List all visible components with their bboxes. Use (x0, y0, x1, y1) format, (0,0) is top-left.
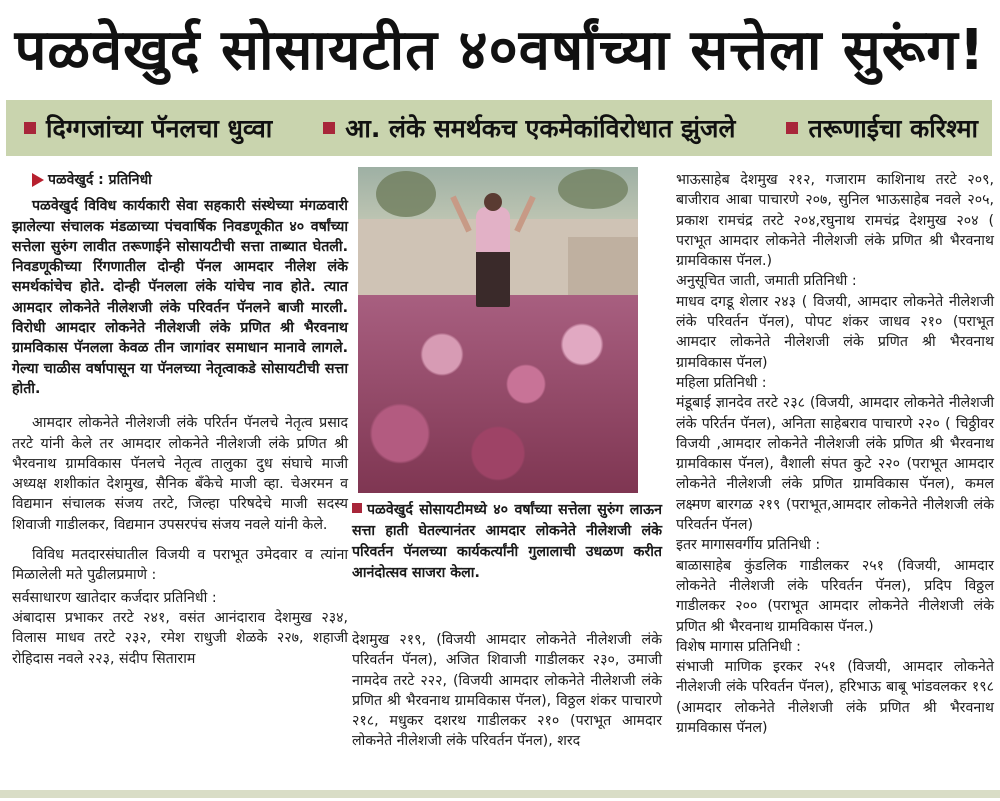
celebration-photo (358, 167, 638, 493)
article-column-1 (12, 170, 348, 669)
section-heading-obc: इतर मागासवर्गीय प्रतिनिधी : (676, 537, 821, 554)
paragraph-results-intro: विविध मतदारसंघातील विजयी व पराभूत उमेदवार व त्यांना मिळालेली मते पुढीलप्रमाणे : (12, 547, 348, 584)
article-column-2 (352, 630, 662, 752)
subhead-3 (786, 111, 978, 145)
article-column-3 (676, 170, 994, 738)
subhead-2 (323, 111, 735, 145)
bottom-rule (0, 790, 1000, 798)
photo-caption-text: पळवेखुर्द सोसायटीमध्ये ४० वर्षांच्या सत्तेला सुरुंग लाऊन सत्ता हाती घेतल्यानंतर आमदार लोकनेते नीलेशजी लंके परिवर्तन पॅनलच्या कार्यकर्त्यांनी गुलालाची उधळण करीत आनंदोत्सव साजरा केला. (352, 502, 662, 581)
triangle-marker-icon (32, 173, 44, 187)
results-list-general-cont: देशमुख २१९, (विजयी आमदार लोकनेते नीलेशजी लंके परिवर्तन पॅनल), अजित शिवाजी गाडीलकर २३०, उमाजी नामदेव तरटे २२२, (विजयी आमदार लोकनेते नीलेशजी लंके प्रणित श्री भैरवनाथ ग्रामविकास पॅनल), विठ्ठल शंकर पाचारणे २१८, मधुकर दशरथ गाडीलकर २१० (पराभूत आमदार लोकनेते नीलेशजी लंके परिवर्तन पॅनल), शरद (352, 632, 662, 750)
subheadline-bar (6, 100, 992, 156)
results-list-obc: बाळासाहेब कुंडलिक गाडीलकर २५१ (विजयी, आमदार लोकनेते नीलेशजी लंके परिवर्तन पॅनल), प्रदिप विठ्ठल गाडीलकर २०० (पराभूत आमदार लोकनेते नीलेशजी लंके प्रणित श्री भैरवनाथ ग्रामविकास पॅनल.) (676, 557, 994, 635)
results-list-general: अंबादास प्रभाकर तरटे २४१, वसंत आनंदाराव देशमुख २३४, विलास माधव तरटे २३२, रमेश राधुजी शेळके २२७, शहाजी रोहिदास नवले २२३, संदीप सिताराम (12, 609, 348, 667)
dateline (12, 170, 348, 190)
square-bullet-icon (352, 503, 362, 513)
subhead-text-3: तरूणाईचा करिश्मा (808, 114, 978, 143)
results-list-women: मंडूबाई ज्ञानदेव तरटे २३८ (विजयी, आमदार लोकनेते नीलेशजी लंके परिर्तन पॅनल), अनिता साहेबराव पाचारणे २२० ( चिठ्ठीवर विजयी ,आमदार लोकनेते नीलेशजी लंके प्रणित श्री भैरवनाथ ग्रामविकास पॅनल), वैशाली संपत कुटे २२० (पराभूत आमदार लोकनेते नीलेशजी लंके प्रणित ग्रामविकास पॅनल), कमल लक्ष्मण बारगळ २१९ (पराभूत,आमदार लोकनेते नीलेशजी लंके परिवर्तन पॅनल) (676, 395, 994, 534)
section-heading-women: महिला प्रतिनिधी : (676, 374, 767, 391)
subhead-text-2: आ. लंके समर्थकच एकमेकांविरोधात झुंजले (345, 114, 736, 143)
subhead-1 (24, 111, 272, 145)
results-list-special: संभाजी माणिक इरकर २५१ (विजयी, आमदार लोकनेते नीलेशजी लंके परिवर्तन पॅनल), हरिभाऊ बाबू भांडवलकर १९८ (आमदार लोकनेते नीलेशजी लंके प्रणित श्री भैरवनाथ ग्रामविकास पॅनल) (676, 659, 994, 737)
lead-paragraph: पळवेखुर्द विविध कार्यकारी सेवा सहकारी संस्थेच्या मंगळवारी झालेल्या संचालक मंडळाच्या पंचवार्षिक निवडणूकीत ४० वर्षांच्या सत्तेला सुरुंग लावीत तरूणाईने सोसायटीची सत्ता ताब्यात घेतली. निवडणूकीच्या रिंगणातील दोन्ही पॅनल आमदार नीलेश लंके समर्थकांचेच होते. दोन्ही पॅनलला लंके यांचेच नाव होते. त्यात आमदार लोकनेते नीलेशजी लंके परिवर्तन पॅनलने बाजी मारली. विरोधी आमदार लोकनेते नीलेशजी लंके प्रणित श्री भैरवनाथ ग्रामविकास पॅनलला केवळ तीन जागांवर समाधान मानावे लागले. गेल्या चाळीस वर्षापासून या पॅनलच्या नेतृत्वाकडे सोसायटीची सत्ता होती. (12, 198, 348, 397)
photo-caption (352, 500, 662, 584)
results-list-general-end: भाऊसाहेब देशमुख २१२, गजाराम काशिनाथ तरटे २०९, बाजीराव आबा पाचारणे २०७, सुनिल भाऊसाहेब नवले २०५, प्रकाश रामचंद्र तरटे २०४,रघुनाथ रामचंद्र देशमुख २०४ ( पराभूत आमदार लोकनेते नीलेशजी लंके प्रणित श्री भैरवनाथ ग्रामविकास पॅनल.) (676, 172, 994, 270)
section-heading-special: विशेष मागास प्रतिनिधी : (676, 638, 801, 655)
square-bullet-icon (786, 122, 798, 134)
square-bullet-icon (323, 122, 335, 134)
paragraph-panel-leaders: आमदार लोकनेते नीलेशजी लंके परिर्तन पॅनलचे नेतृत्व प्रसाद तरटे यांनी केले तर आमदार लोकनेते नीलेशजी लंके प्रणित श्री भैरवनाथ ग्रामविकास पॅनलचे नेतृत्व तालुका दुध संघाचे माजी अध्यक्ष शशीकांत देशमुख, सैनिक बँकेचे माजी व्हा. चेअरमन व विद्यमान संचालक संजय तरटे, जिल्हा परिषदेचे माजी सदस्य शिवाजी गाडीलकर, विद्यमान उपसरपंच संजय नवले यांनी केले. (12, 415, 348, 533)
headline: पळवेखुर्द सोसायटीत ४०वर्षांच्या सत्तेला सुरूंग! (0, 0, 1000, 96)
results-list-sc-st: माधव दगडू शेलार २४३ ( विजयी, आमदार लोकनेते नीलेशजी लंके परिवर्तन पॅनल), पोपट शंकर जाधव २१० (पराभूत आमदार लोकनेते नीलेशजी लंके प्रणित श्री भैरवनाथ ग्रामविकास पॅनल) (676, 293, 994, 371)
subhead-text-1: दिग्गजांच्या पॅनलचा धुव्वा (46, 114, 273, 143)
square-bullet-icon (24, 122, 36, 134)
dateline-text: पळवेखुर्द : प्रतिनिधी (48, 172, 152, 188)
section-heading-sc-st: अनुसूचित जाती, जमाती प्रतिनिधी : (676, 273, 857, 290)
section-heading-general: सर्वसाधारण खातेदार कर्जदार प्रतिनिधी : (12, 589, 217, 606)
